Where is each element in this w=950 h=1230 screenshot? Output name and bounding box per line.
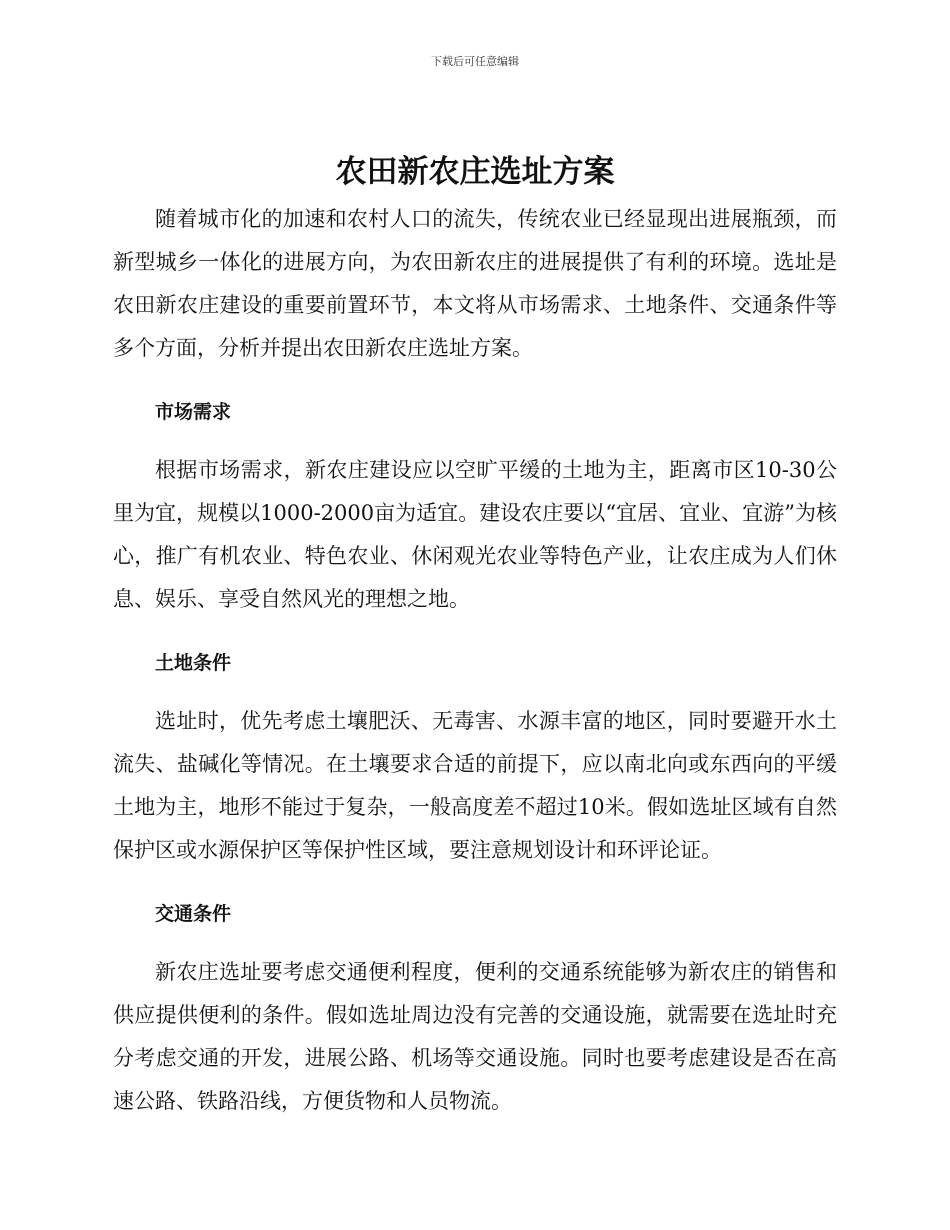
document-title: 农田新农庄选址方案 xyxy=(335,154,615,190)
section-heading-transport-conditions: 交通条件 xyxy=(155,903,232,925)
section-body-market-demand: 根据市场需求，新农庄建设应以空旷平缓的土地为主，距离市区10-30公里为宜，规模以1000-2000亩为适宜。建设农庄要以“宜居、宜业、宜游”为核心，推广有机农业、特色农业、休闲观光农业等特色产业，让农庄成为人们休息、娱乐、享受自然风光的理想之地。 xyxy=(113,458,837,611)
document-body xyxy=(113,198,837,1123)
header-note: 下载后可任意编辑 xyxy=(431,55,519,68)
intro-paragraph: 随着城市化的加速和农村人口的流失，传统农业已经显现出进展瓶颈，而新型城乡一体化的进展方向，为农田新农庄的进展提供了有利的环境。选址是农田新农庄建设的重要前置环节，本文将从市场需求、土地条件、交通条件等多个方面，分析并提出农田新农庄选址方案。 xyxy=(113,207,837,360)
section-heading-market-demand: 市场需求 xyxy=(155,401,232,423)
section-body-land-conditions: 选址时，优先考虑土壤肥沃、无毒害、水源丰富的地区，同时要避开水土流失、盐碱化等情况。在土壤要求合适的前提下，应以南北向或东西向的平缓土地为主，地形不能过于复杂，一般高度差不超过10米。假如选址区域有自然保护区或水源保护区等保护性区域，要注意规划设计和环评论证。 xyxy=(113,709,837,862)
section-body-transport-conditions: 新农庄选址要考虑交通便利程度，便利的交通系统能够为新农庄的销售和供应提供便利的条件。假如选址周边没有完善的交通设施，就需要在选址时充分考虑交通的开发，进展公路、机场等交通设施。同时也要考虑建设是否在高速公路、铁路沿线，方便货物和人员物流。 xyxy=(113,960,837,1113)
section-heading-land-conditions: 土地条件 xyxy=(155,652,232,674)
